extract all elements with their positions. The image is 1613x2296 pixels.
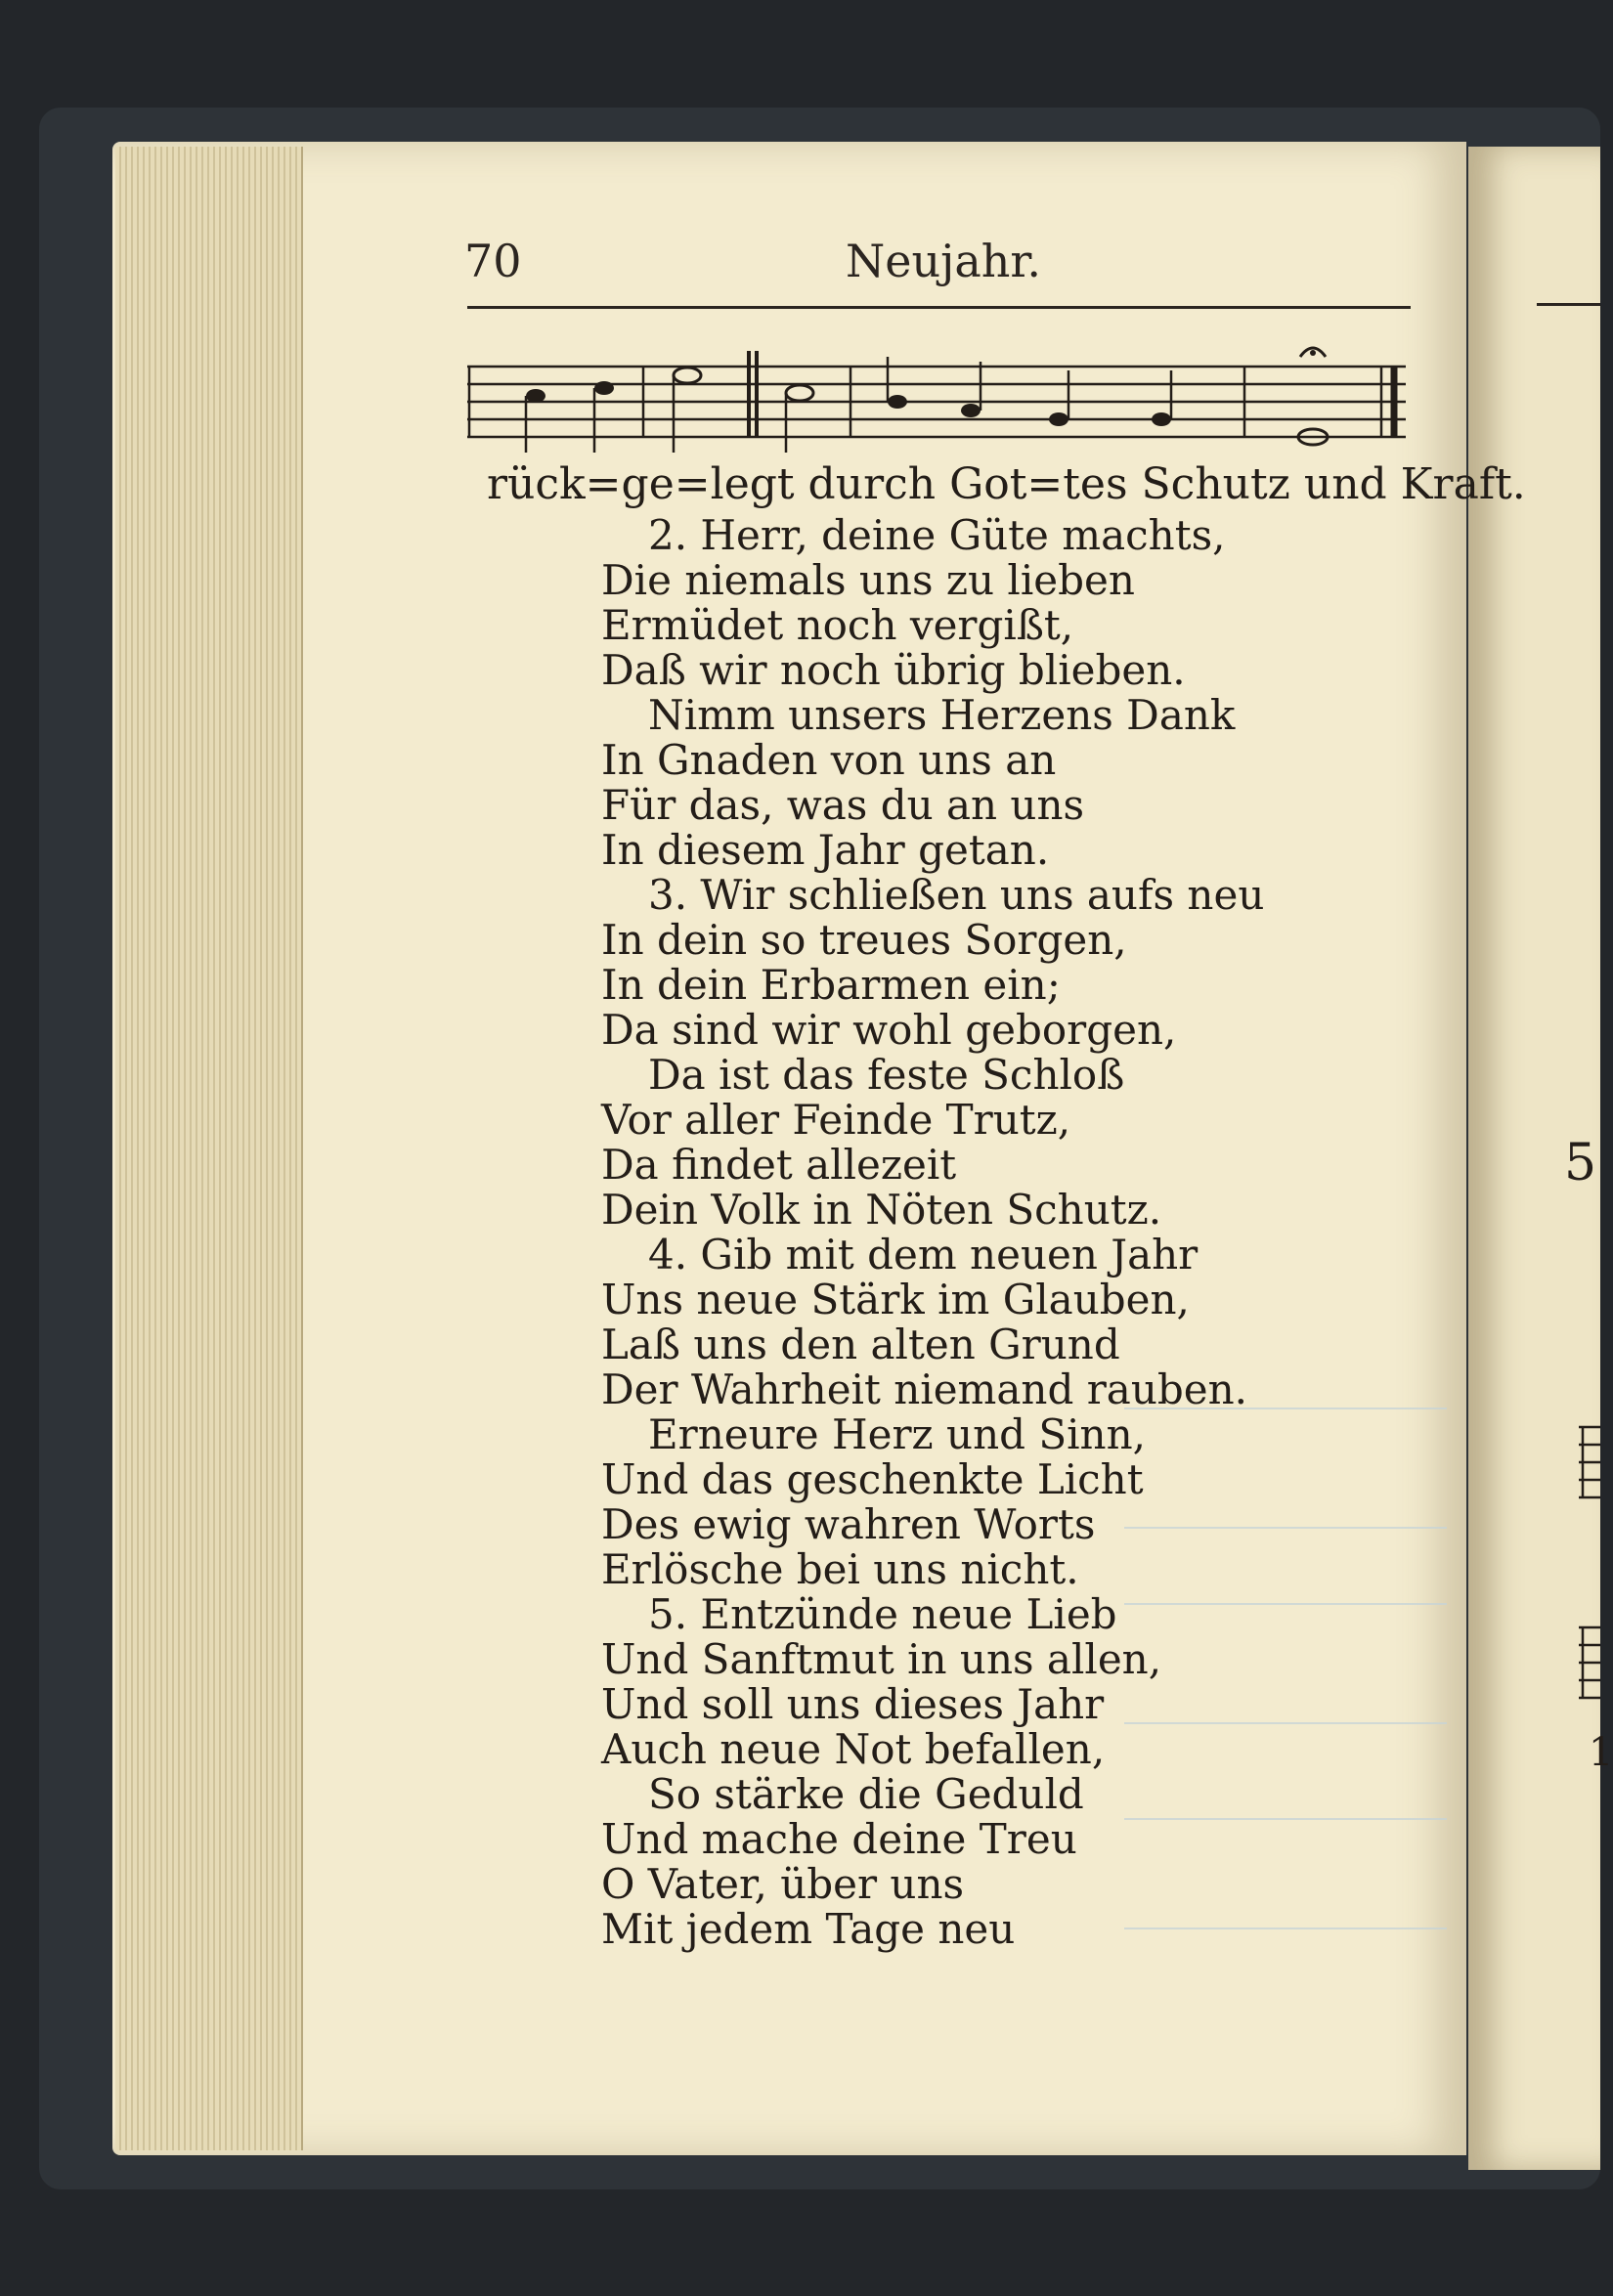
right-page-staff-fragment	[1579, 1618, 1600, 1715]
verse-line: Nimm unsers Herzens Dank	[648, 691, 1236, 739]
verse-line: Erneure Herz und Sinn,	[648, 1410, 1147, 1458]
page-header	[464, 235, 1413, 303]
page-edges	[115, 147, 303, 2150]
verse-line: Uns neue Stärk im Glauben,	[601, 1276, 1190, 1323]
verse-line: In Gnaden von uns an	[601, 736, 1057, 784]
right-page-number-fragment: 5	[1564, 1134, 1597, 1192]
music-lyric: rück=ge=legt durch Got=tes Schutz und Kraft.	[487, 459, 1526, 509]
verse-line: Für das, was du an uns	[601, 781, 1085, 829]
verse-line: Erlösche bei uns nicht.	[601, 1545, 1079, 1593]
verse-line: Auch neue Not befallen,	[601, 1725, 1106, 1773]
right-page-marker-fragment: 1	[1589, 1730, 1613, 1775]
verse-line: Und das geschenkte Licht	[601, 1455, 1144, 1503]
verse-line: 4. Gib mit dem neuen Jahr	[648, 1231, 1199, 1278]
verse-line: In dein so treues Sorgen,	[601, 916, 1127, 964]
verse-line: In diesem Jahr getan.	[601, 826, 1050, 874]
verse-line: Dein Volk in Nöten Schutz.	[601, 1186, 1162, 1234]
verse-line: Da ist das feste Schloß	[648, 1051, 1125, 1099]
verse-line: Da sind wir wohl geborgen,	[601, 1006, 1177, 1054]
page-number: 70	[464, 235, 522, 287]
verse-line: Vor aller Feinde Trutz,	[601, 1096, 1071, 1144]
header-rule	[467, 306, 1411, 309]
verse-line: 5. Entzünde neue Lieb	[648, 1590, 1117, 1638]
verse-text	[601, 513, 1403, 1952]
verse-line: Da findet allezeit	[601, 1141, 957, 1189]
verse-line: So stärke die Geduld	[648, 1770, 1084, 1818]
verse-line: Die niemals uns zu lieben	[601, 556, 1135, 604]
page-title: Neujahr.	[846, 235, 1041, 287]
verse-line: Daß wir noch übrig blieben.	[601, 646, 1186, 694]
verse-line: Der Wahrheit niemand rauben.	[601, 1365, 1248, 1413]
verse-line: Ermüdet noch vergißt,	[601, 601, 1074, 649]
verse-line: 3. Wir schließen uns aufs neu	[648, 871, 1265, 919]
verse-line: Und mache deine Treu	[601, 1815, 1077, 1863]
verse-line: Und Sanftmut in uns allen,	[601, 1635, 1162, 1683]
verse-line: In dein Erbarmen ein;	[601, 961, 1061, 1009]
verse-line: Mit jedem Tage neu	[601, 1905, 1016, 1953]
verse-line: Und soll uns dieses Jahr	[601, 1680, 1105, 1728]
right-page-staff-fragment	[1579, 1417, 1600, 1515]
music-staff	[467, 357, 1406, 455]
verse-line: Des ewig wahren Worts	[601, 1500, 1096, 1548]
verse-line: Laß uns den alten Grund	[601, 1321, 1120, 1368]
verse-line: O Vater, über uns	[601, 1860, 965, 1908]
verse-line: 2. Herr, deine Güte machts,	[648, 511, 1226, 559]
right-page-rule	[1537, 303, 1600, 306]
